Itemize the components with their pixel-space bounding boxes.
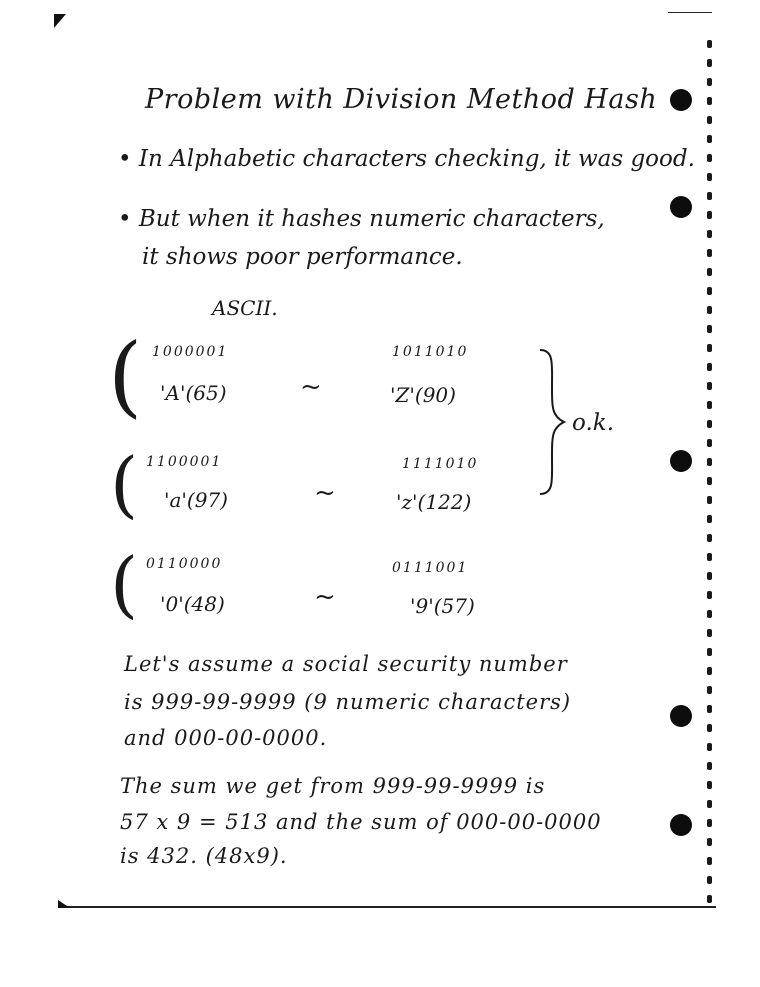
- bottom-left-corner: [58, 900, 72, 910]
- paragraph-1-line-3: and 000-00-0000.: [124, 726, 328, 750]
- ok-label: o.k.: [572, 410, 615, 436]
- perforation-mark: [707, 325, 712, 333]
- perforation-mark: [707, 230, 712, 238]
- binder-hole: [670, 705, 692, 727]
- perforation-mark: [707, 819, 712, 827]
- paragraph-1-line-1: Let's assume a social security number: [124, 652, 568, 676]
- perforation-mark: [707, 781, 712, 789]
- perforation-mark: [707, 116, 712, 124]
- binary-from-row-3: 0110000: [146, 556, 223, 572]
- perforation-mark: [707, 857, 712, 865]
- perforation-mark: [707, 553, 712, 561]
- bullet-item-1: • In Alphabetic characters checking, it was good.: [118, 146, 695, 172]
- char-to-row-2: 'z'(122): [396, 490, 472, 514]
- binder-hole: [670, 814, 692, 836]
- paragraph-2-line-3: is 432. (48x9).: [120, 844, 288, 868]
- perforation-mark: [707, 895, 712, 903]
- bullet-text-1: In Alphabetic characters checking, it was good.: [138, 146, 695, 172]
- perforation-mark: [707, 363, 712, 371]
- perforation-mark: [707, 40, 712, 48]
- perforation-mark: [707, 401, 712, 409]
- binary-from-row-1: 1000001: [152, 344, 229, 360]
- perforation-mark: [707, 610, 712, 618]
- perforation-mark: [707, 78, 712, 86]
- paragraph-1-line-2: is 999-99-9999 (9 numeric characters): [124, 690, 572, 714]
- binder-hole: [670, 450, 692, 472]
- perforation-mark: [707, 154, 712, 162]
- perforation-mark: [707, 515, 712, 523]
- row-bracket: (: [110, 442, 139, 526]
- perforation-mark: [707, 800, 712, 808]
- binder-hole: [670, 89, 692, 111]
- perforation-mark: [707, 192, 712, 200]
- perforation-mark: [707, 420, 712, 428]
- perforation-mark: [707, 591, 712, 599]
- bullet-item-2: • But when it hashes numeric characters,: [118, 206, 605, 232]
- binary-to-row-3: 0111001: [392, 560, 469, 576]
- bullet-text-2: But when it hashes numeric characters,: [138, 206, 605, 232]
- curly-brace: [536, 346, 570, 498]
- perforation-mark: [707, 287, 712, 295]
- char-to-row-3: '9'(57): [410, 594, 475, 618]
- char-to-row-1: 'Z'(90): [390, 383, 456, 407]
- perforation-mark: [707, 686, 712, 694]
- char-from-row-2: 'a'(97): [164, 488, 228, 512]
- perforation-mark: [707, 306, 712, 314]
- range-separator-row-1: ~: [300, 372, 322, 402]
- perforation-mark: [707, 439, 712, 447]
- ascii-label: ASCII.: [212, 296, 278, 320]
- perforation-mark: [707, 458, 712, 466]
- perforation-mark: [707, 705, 712, 713]
- paragraph-2-line-1: The sum we get from 999-99-9999 is: [120, 774, 546, 798]
- perforation-mark: [707, 762, 712, 770]
- perforation-mark: [707, 743, 712, 751]
- range-separator-row-3: ~: [314, 582, 336, 612]
- perforation-mark: [707, 838, 712, 846]
- perforation-mark: [707, 173, 712, 181]
- perforation-mark: [707, 629, 712, 637]
- binder-hole: [670, 196, 692, 218]
- perforation-mark: [707, 382, 712, 390]
- page-title: Problem with Division Method Hash: [145, 84, 658, 115]
- binary-to-row-2: 1111010: [402, 456, 479, 472]
- perforation-mark: [707, 648, 712, 656]
- perforation-mark: [707, 268, 712, 276]
- perforation-mark: [707, 344, 712, 352]
- perforation-mark: [707, 724, 712, 732]
- top-edge-line: [668, 12, 712, 13]
- bullet-item-2-continued: it shows poor performance.: [142, 244, 463, 270]
- range-separator-row-2: ~: [314, 478, 336, 508]
- bottom-edge-line: [60, 906, 716, 908]
- paragraph-2-line-2: 57 x 9 = 513 and the sum of 000-00-0000: [120, 810, 602, 834]
- perforation-mark: [707, 97, 712, 105]
- perforation-mark: [707, 496, 712, 504]
- char-from-row-3: '0'(48): [160, 592, 225, 616]
- perforation-mark: [707, 211, 712, 219]
- corner-mark: [54, 14, 68, 30]
- binary-from-row-2: 1100001: [146, 454, 223, 470]
- char-from-row-1: 'A'(65): [160, 381, 227, 405]
- binary-to-row-1: 1011010: [392, 344, 469, 360]
- row-bracket: (: [110, 542, 139, 626]
- row-bracket: (: [108, 324, 143, 427]
- perforation-mark: [707, 534, 712, 542]
- perforation-mark: [707, 572, 712, 580]
- perforation-mark: [707, 876, 712, 884]
- perforation-mark: [707, 477, 712, 485]
- perforation-mark: [707, 135, 712, 143]
- perforation-mark: [707, 249, 712, 257]
- perforation-mark: [707, 59, 712, 67]
- perforation-mark: [707, 667, 712, 675]
